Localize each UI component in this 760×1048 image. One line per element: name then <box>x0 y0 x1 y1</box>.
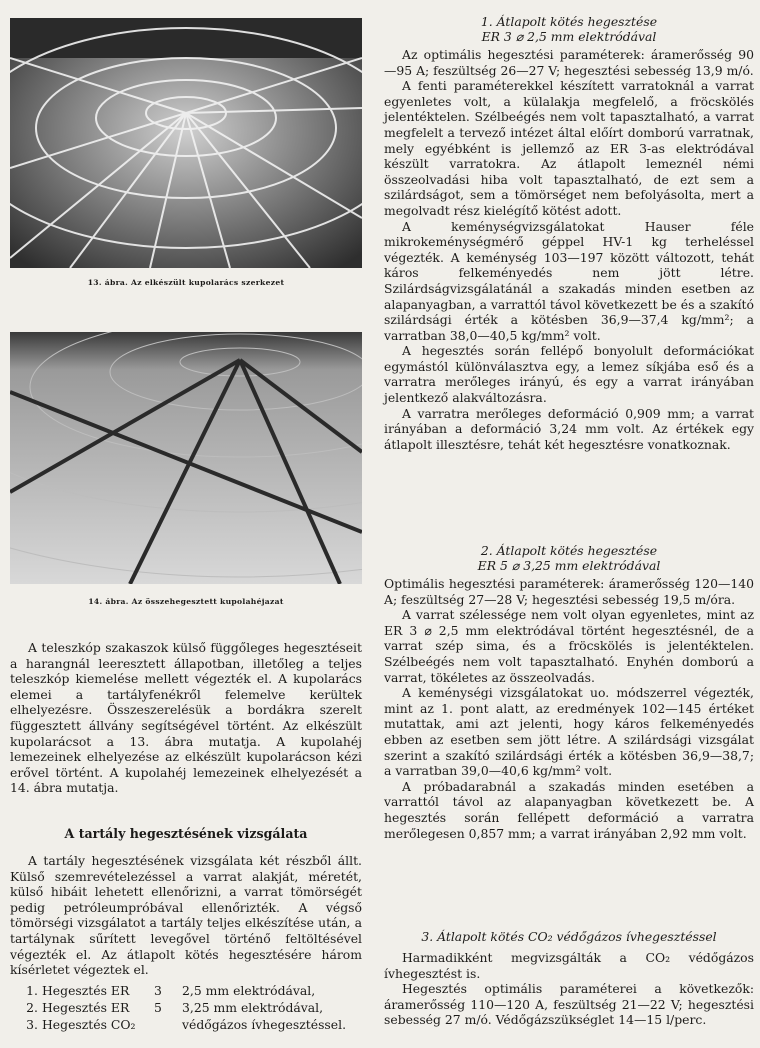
section-1-subtitle: ER 3 ⌀ 2,5 mm elektródával <box>481 29 657 44</box>
list-item: 3. Hegesztés CO₂ védőgázos ívhegesztéssel. <box>26 1016 347 1032</box>
paragraph: A varratra merőleges deformáció 0,909 mm; a varrat irányában a deformáció 3,24 mm volt. Az értékek egy átlapolt illesztésre, tehát két hegesztésre vonatkoznak. <box>384 405 754 452</box>
paragraph: Optimális hegesztési paraméterek: áramerősség 120—140 A; feszültség 27—28 V; hegesztési sebesség 19,5 m/óra. <box>384 576 754 607</box>
figure-13-caption: 13. ábra. Az elkészült kupolarács szerkezet <box>87 278 285 287</box>
section-2-title: 2. Átlapolt kötés hegesztése <box>480 543 658 558</box>
paragraph: Harmadikként megvizsgálták a CO₂ védőgázos ívhegesztést is. <box>384 950 754 981</box>
paragraph: A keménységi vizsgálatokat uo. módszerrel végezték, mint az 1. pont alatt, az eredmények 102—145 értéket mutattak, ami azt jelenti, hogy káros felkeményedés ebben az esetben sem jött létre. A szilárdsági vizsgálat szerint a szakító szilárdsági érték a kötésben 36,9—38,7; a varratban 39,0—40,6 kg/mm² volt. <box>384 685 754 779</box>
left-intro-text <box>10 640 362 796</box>
paragraph: A fenti paraméterekkel készített varratoknál a varrat egyenletes volt, a külalakja megfelelő, a fröcskölés jelentéktelen. Szélbeégés nem volt tapasztalható, a varrat megfelelt a tervező intézet által előírt domború varratnak, mely egyébként is jellemző az ER 3-as elektródával készült varratokra. Az átlapolt lemeznél némi összeolvadási hiba volt tapasztalható, de ezt sem a szilárdságot, sem a tömörséget nem befolyásolta, mert a megolvadt rész kielégítő kötést adott. <box>384 78 754 218</box>
paragraph: A keménységvizsgálatokat Hauser féle mikrokeménységmérő géppel HV-1 kg terheléssel végezték. A keménység 103—197 között változott, tehát káros felkeményedés nem jött létre. Szilárdságvizsgálatánál a szakadás minden esetben az alapanyagban, a varrattól távol következett be és a szakító szilárdsági érték a kötésben 36,9—37,4 kg/mm²; a varratban 38,0—40,5 kg/mm² volt. <box>384 218 754 343</box>
paragraph: A varrat szélessége nem volt olyan egyenletes, mint az ER 3 ⌀ 2,5 mm elektródával történt hegesztésnél, de a varrat szép sima, és a fröcskölés is jelentéktelen. Szélbeégés nem volt tapasztalható. Enyhén domború a varrat, tökéletes az összeolvadás. <box>384 607 754 685</box>
section-1 <box>384 14 754 452</box>
section-2 <box>384 543 754 841</box>
section-3-title: 3. Átlapolt kötés CO₂ védőgázos ívhegesztéssel <box>421 929 717 944</box>
paragraph: A próbadarabnál a szakadás minden esetében a varrattól távol az alapanyagban következett be. A hegesztés során fellépett deformáció a varratra merőlegesen 0,857 mm; a varrat irányában 2,92 mm volt. <box>384 778 754 841</box>
figure-14-photo <box>10 332 362 584</box>
dome-frame-image <box>10 18 362 268</box>
paragraph: Hegesztés optimális paraméterei a következők: áramerősség 110—120 A, feszültség 21—22 V; hegesztési sebesség 27 m/ó. Védőgázszükséglet 14—15 l/perc. <box>384 981 754 1028</box>
list-item: 2. Hegesztés ER 5 3,25 mm elektródával, <box>26 999 324 1015</box>
section-1-title: 1. Átlapolt kötés hegesztése <box>480 14 658 29</box>
section-title: A tartály hegesztésének vizsgálata <box>64 826 308 841</box>
paragraph: Az optimális hegesztési paraméterek: áramerősség 90—95 A; feszültség 26—27 V; hegesztési sebesség 13,9 m/ó. <box>384 47 754 78</box>
left-section <box>10 826 362 1033</box>
section-2-subtitle: ER 5 ⌀ 3,25 mm elektródával <box>477 558 661 573</box>
dome-shell-image <box>10 332 362 584</box>
experiment-list <box>10 982 362 1033</box>
paragraph: A hegesztés során fellépő bonyolult deformációkat egymástól különválasztva egy, a lemez síkjába eső és a varratra merőleges irányú, és egy a varrat irányában jelentkező alakváltozásra. <box>384 343 754 406</box>
section-paragraph: A tartály hegesztésének vizsgálata két részből állt. Külső szemrevételezéssel a varrat alakját, méretét, külső hibáit lehetett ellenőrizni, a varrat tömörségét pedig petróleumpróbával ellenőrizték. A végső tömörségi vizsgálatot a tartály teljes elkészítése után, a tartálynak sűrített levegővel történő feltöltésével végezték el. Az átlapolt kötés hegesztésére három kísérletet végeztek el. <box>10 853 362 978</box>
figure-14-caption: 14. ábra. Az összehegesztett kupolahéjazat <box>88 597 284 606</box>
figure-13-photo <box>10 18 362 268</box>
section-3 <box>384 929 754 1028</box>
intro-paragraph: A teleszkóp szakaszok külső függőleges hegesztéseit a harangnál leeresztett állapotban, illetőleg a teljes teleszkóp kiemelése mellett végezték el. A kupolarács elemei a tartályfenékről felemelve kerültek elhelyezésre. Összeszerelésük a bordákra szerelt függesztett állvány segítségével történt. Az elkészült kupolarácsot a 13. ábra mutatja. A kupolahéj lemezeinek elhelyezése az elkészült kupolarácson kézi erővel történt. A kupolahéj lemezeinek elhelyezését a 14. ábra mutatja. <box>10 640 362 796</box>
list-item: 1. Hegesztés ER 3 2,5 mm elektródával, <box>26 982 316 998</box>
